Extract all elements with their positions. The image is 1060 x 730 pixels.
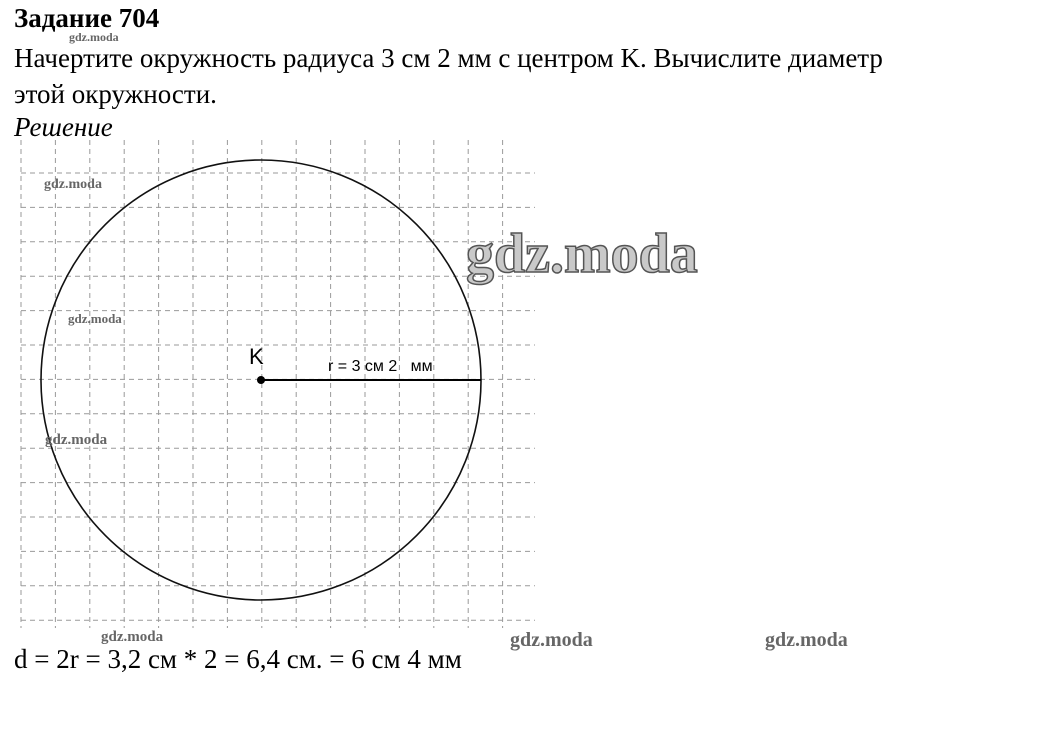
grid-paper: [21, 140, 535, 628]
watermark: gdz.moda: [45, 432, 108, 448]
problem-line: этой окружности.: [14, 79, 217, 109]
radius-label: r = 3 см 2 мм: [328, 358, 433, 375]
solution-label: Решение: [14, 112, 113, 142]
watermark: gdz.moda: [44, 177, 102, 192]
watermark: gdz.moda: [765, 629, 848, 651]
answer-formula: d = 2r = 3,2 см * 2 = 6,4 см. = 6 см 4 мм: [14, 644, 462, 674]
problem-line: Начертите окружность радиуса 3 см 2 мм с центром K. Вычислите диаметр: [14, 43, 883, 73]
watermark: gdz.moda: [69, 30, 119, 44]
center-point: [257, 376, 265, 384]
center-label: K: [249, 344, 264, 369]
task-title: Задание 704: [14, 3, 160, 33]
watermark: gdz.moda: [68, 311, 122, 326]
watermark-big: gdz.moda: [466, 223, 698, 285]
watermark: gdz.moda: [510, 629, 593, 651]
watermark: gdz.moda: [101, 629, 164, 645]
